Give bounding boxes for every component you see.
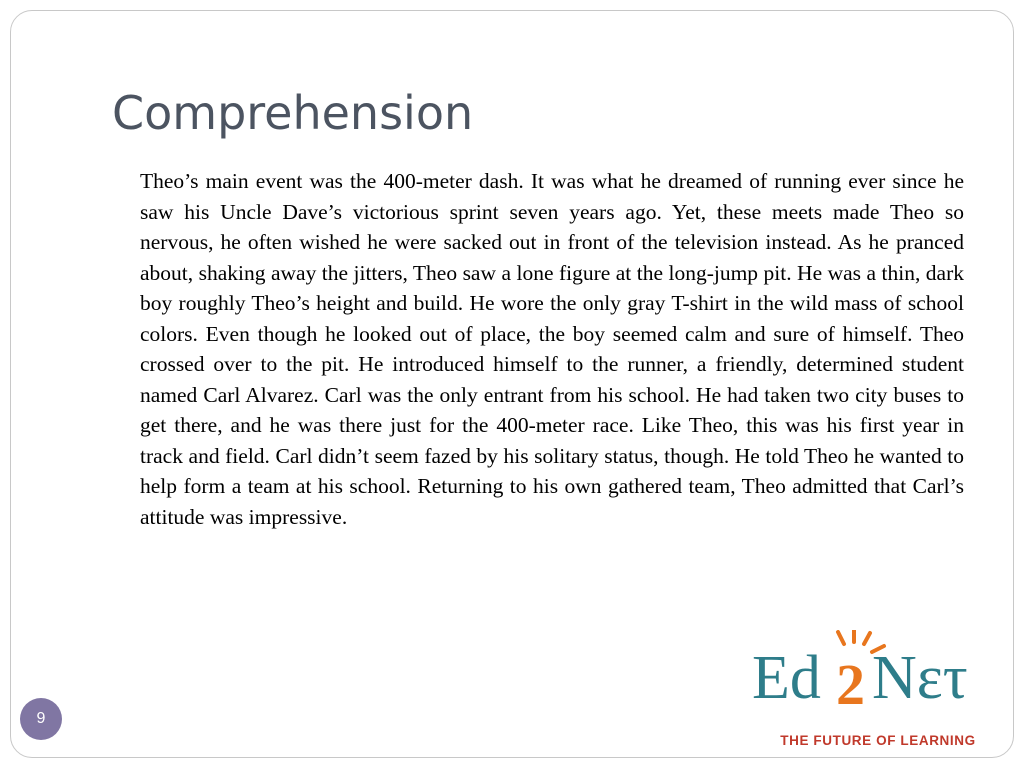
page-number-badge (20, 698, 62, 740)
svg-text:Nετ: Nετ (872, 644, 968, 712)
svg-text:Ed: Ed (752, 644, 821, 712)
ed2net-logo-icon (748, 630, 1008, 722)
svg-text:2: 2 (836, 652, 865, 717)
page-number-label: 9 (36, 710, 46, 727)
logo-tagline: THE FUTURE OF LEARNING (780, 733, 976, 748)
page-title: Comprehension (112, 86, 474, 140)
logo (748, 630, 1008, 750)
passage-text: Theo’s main event was the 400-meter dash. It was what he dreamed of running ever since he saw his Uncle Dave’s victorious sprint seven years ago. Yet, these meets made Theo so nervous, he often wished he were sacked out in front of the television instead. As he pranced about, shaking away the jitters, Theo saw a lone figure at the long-jump pit. He was a thin, dark boy roughly Theo’s height and build. He wore the only gray T-shirt in the wild mass of school colors. Even though he looked out of place, the boy seemed calm and sure of himself. Theo crossed over to the pit. He introduced himself to the runner, a friendly, determined student named Carl Alvarez. Carl was the only entrant from his school. He had taken two city buses to get there, and he was there just for the 400-meter race. Like Theo, this was his first year in track and field. Carl didn’t seem fazed by his solitary status, though. He told Theo he wanted to help form a team at his school. Returning to his own gathered team, Theo admitted that Carl’s attitude was impressive. (140, 169, 964, 529)
